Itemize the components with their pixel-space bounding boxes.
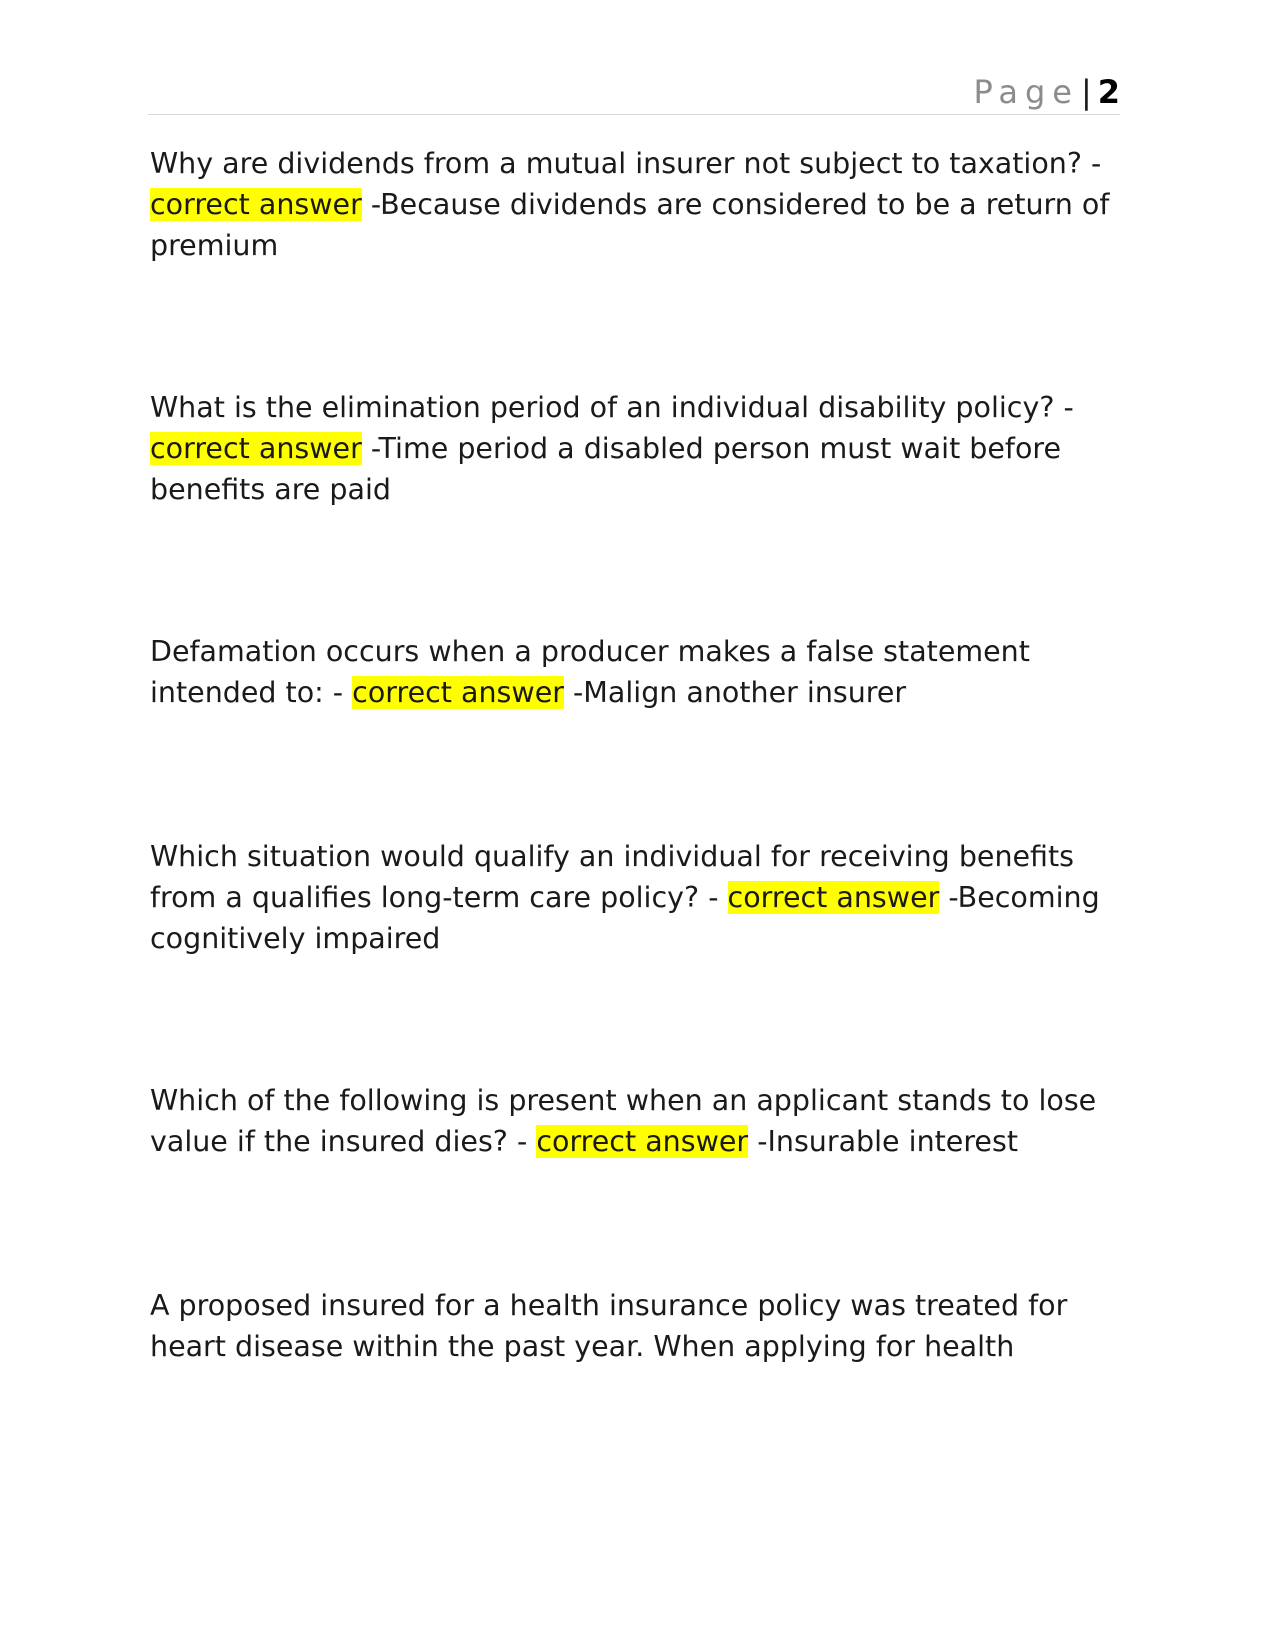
question-text: A proposed insured for a health insurance policy was treated for heart disease within the past year. When applying for health bbox=[150, 1289, 1068, 1363]
qa-item-1 bbox=[150, 143, 1125, 266]
answer-text: -Because dividends are considered to be a return of premium bbox=[150, 188, 1110, 262]
correct-answer-highlight: correct answer bbox=[150, 188, 362, 221]
page-separator: | bbox=[1080, 73, 1092, 111]
qa-item-5 bbox=[150, 1080, 1125, 1162]
correct-answer-highlight: correct answer bbox=[150, 432, 362, 465]
page-number-label bbox=[973, 72, 1120, 112]
qa-item-6 bbox=[150, 1285, 1125, 1367]
page-header bbox=[148, 72, 1120, 115]
correct-answer-highlight: correct answer bbox=[352, 676, 564, 709]
answer-text: -Insurable interest bbox=[757, 1125, 1018, 1158]
qa-item-4 bbox=[150, 836, 1125, 959]
answer-text: -Becoming cognitively impaired bbox=[150, 881, 1100, 955]
page-number: 2 bbox=[1097, 73, 1120, 111]
answer-text: -Malign another insurer bbox=[573, 676, 907, 709]
correct-answer-highlight: correct answer bbox=[536, 1125, 749, 1158]
qa-item-3 bbox=[150, 631, 1125, 713]
question-text: What is the elimination period of an individual disability policy? - bbox=[150, 391, 1074, 424]
question-text: Which situation would qualify an individual for receiving benefits from a qualifies long-term care policy? - bbox=[150, 840, 1075, 914]
correct-answer-highlight: correct answer bbox=[727, 881, 940, 914]
question-text: Defamation occurs when a producer makes a false statement intended to: - bbox=[150, 635, 1030, 709]
qa-item-2 bbox=[150, 387, 1125, 510]
question-text: Why are dividends from a mutual insurer not subject to taxation? - bbox=[150, 147, 1102, 180]
question-text: Which of the following is present when an applicant stands to lose value if the insured dies? - bbox=[150, 1084, 1097, 1158]
answer-text: -Time period a disabled person must wait before benefits are paid bbox=[150, 432, 1062, 506]
page-word: Page bbox=[973, 73, 1079, 111]
